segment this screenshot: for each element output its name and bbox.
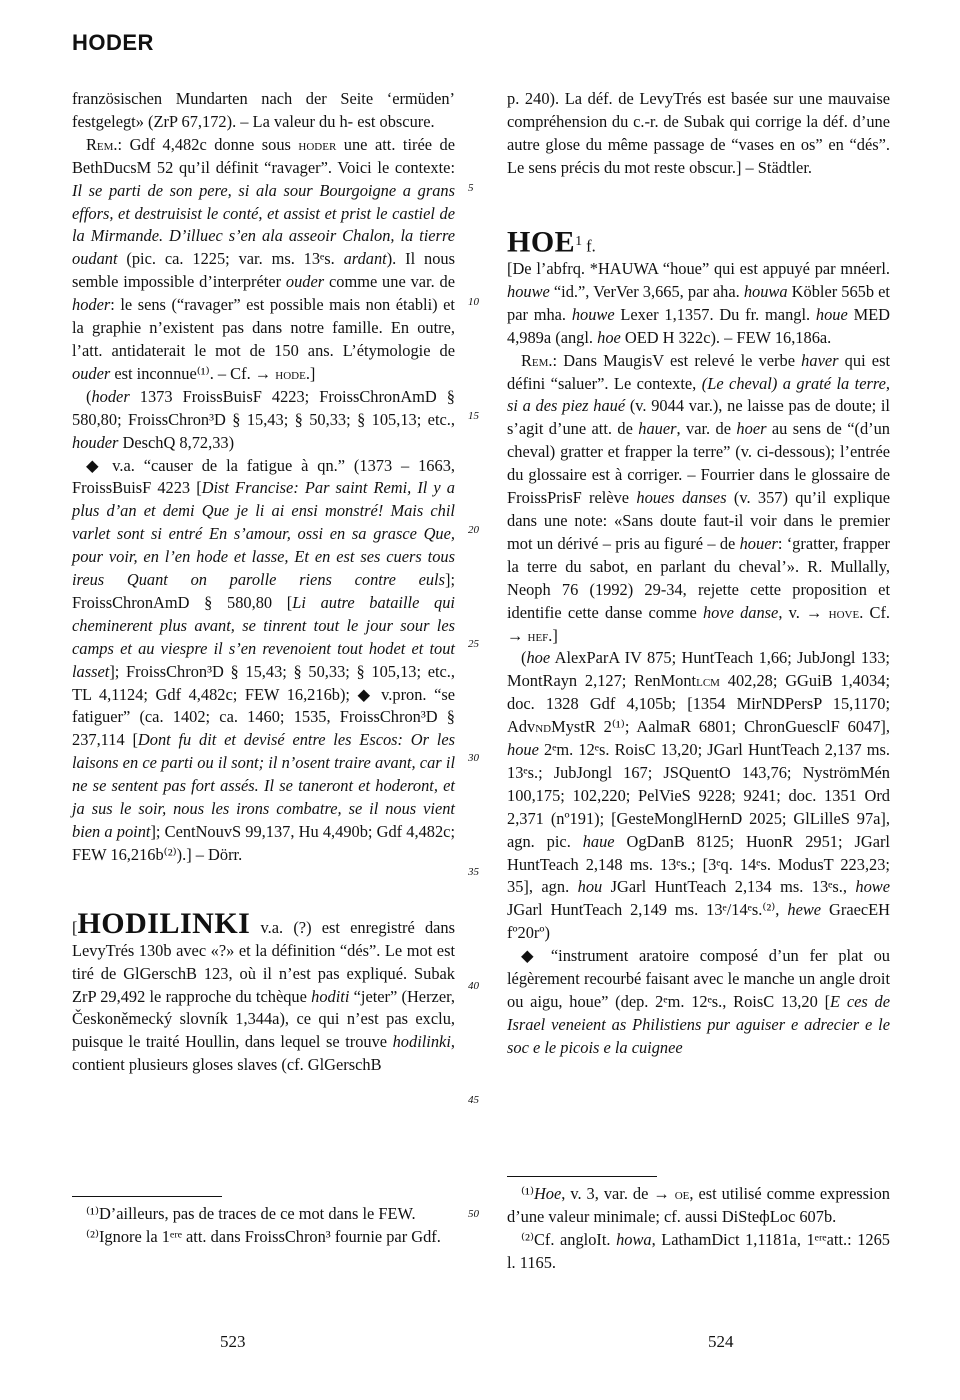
right-footnotes	[507, 1176, 890, 1275]
remark-label: Rem.	[521, 350, 553, 370]
line-number: 45	[468, 1094, 479, 1106]
hodilinki-entry-end: p. 240). La déf. de LevyTrés est basée sur une mauvaise compréhension du c.-r. de Subak qui corrige la déf. d’une autre glose du même passage de “vases en os” en “dés”. Le sens précis du mot reste obscur.] – Städtler.	[507, 89, 890, 177]
left-column	[72, 88, 455, 1077]
headword-hoe: HOE	[507, 225, 576, 259]
hoe-attestations: (hoe AlexParA IV 875; HuntTeach 1,66; JubJongl 133; MontRayn 2,127; RenMontlcm 402,28; GGuiB 1,4034; doc. 1328 Gdf 4,105b; [1354 MirNDPersP 15,1170; AdvndMystR 2⁽¹⁾; AalmaR 6801; ChronGuesclF 6047], houe 2ᵉm. 12ᵉs. RoisC 13,20; JGarl HuntTeach 2,137 ms. 13ᵉs.; JubJongl 167; JSQuentO 143,76; NyströmMén 100,175; 102,220; PelVieS 9228; 9241; doc. 1351 Ord 2,371 (nº191); [GesteMonglHernD 2025; GlLilleS 97a], agn. pic. haue OgDanB 8125; HuonR 2951; JGarl HuntTeach 2,148 ms. 13ᵉs.; [3ᵉq. 14ᵉs. ModusT 223,23; 35], agn. hou JGarl HuntTeach 2,134 ms. 13ᵉs., howe JGarl HuntTeach 2,149 ms. 13ᵉ/14ᵉs.⁽²⁾, hewe GraecEH fº20rº)	[507, 648, 891, 943]
line-number: 20	[468, 524, 479, 536]
footnote-2: ⁽²⁾Cf. angloIt. howa, LathamDict 1,1181a, 1ᵉʳᵉatt.: 1265 l. 1165.	[507, 1229, 890, 1272]
headword-hodilinki: HODILINKI	[77, 906, 251, 940]
hoder-etymology-end: französischen Mundarten nach der Seite ‘ermüden’ festgelegt» (ZrP 67,172). – La valeur du h- est obscure.	[72, 89, 455, 131]
page-number-left: 523	[220, 1332, 246, 1351]
line-number: 35	[468, 866, 479, 878]
entry-separator	[507, 180, 890, 230]
hoder-definitions: ◆ v.a. “causer de la fatigue à qn.” (1373 – 1663, FroissBuisF 4223 [Dist Francise: Par saint Remi, Il y a plus d’an et demi Que je li ai ensi monstré! Mais chil varlet sont si entré En s’amour, ossi en sa grasce Que, pour voir, en l’en hode et lasse, Et en est ses cuers tous ireus Quant on parolle riens contre euls]; FroissChronAmD § 580,80 [Li autre bataille qui cheminerent plus avant, se tinrent tout le jour sour les camps et au viespre il s’en revenoient tout hodet et tout lasset]; FroissChron³D § 15,43; § 50,33; § 105,13; etc., TL 4,1124; Gdf 4,482c; FEW 16,216b); ◆ v.pron. “se fatiguer” (ca. 1402; ca. 1460; 1535, FroissChron³D § 237,114 [Dont fu dit et devisé entre les Escos: Or les laisons en ce parti ou il sont; il n’osent traire avant, car il ne se sentent pas fort assés. Il se taneront et hoderont, et ja sus le soir, nous les irons combatre, se il nous vient bien a point]; CentNouvS 99,137, Hu 4,490b; Gdf 4,482c; FEW 16,216b⁽²⁾).] – Dörr.	[72, 455, 455, 864]
hoder-remark: Rem.: Gdf 4,482c donne sous hoder une att. tirée de BethDucsM 52 qu’il définit “ravager”. Voici le contexte: Il se parti de son pere, si ala sour Bourgoigne a grans effors, et destruisist le conté, et assist et prist le castiel de la Mirmande. D’illuec s’en ala asseoir Chalon, la tierre oudant (pic. ca. 1225; var. ms. 13ᵉs. ardant). Il nous semble impossible d’interpréter ouder comme une var. de hoder: le sens (“ravager” est possible mais non établi) et la graphie n’existent pas dans notre famille. En outre, l’att. antidaterait le mot de 150 ans. L’étymologie de ouder est inconnue⁽¹⁾. – Cf. → hode.]	[72, 134, 456, 383]
footnote-rule	[507, 1176, 657, 1177]
remark-label: Rem.	[86, 134, 118, 154]
line-number: 15	[468, 410, 479, 422]
line-number: 10	[468, 296, 479, 308]
footnote-2: ⁽²⁾Ignore la 1ᵉʳᵉ att. dans FroissChron³ fournie par Gdf.	[86, 1226, 441, 1246]
footnote-rule	[72, 1196, 222, 1197]
footnote-1: ⁽¹⁾D’ailleurs, pas de traces de ce mot dans le FEW.	[86, 1204, 416, 1223]
line-numbers	[468, 88, 498, 1288]
line-number: 25	[468, 638, 479, 650]
line-number: 50	[468, 1208, 479, 1220]
line-number: 30	[468, 752, 479, 764]
right-column	[507, 88, 890, 1060]
left-footnotes	[72, 1196, 455, 1249]
hoe-remark: Rem.: Dans MaugisV est relevé le verbe haver qui est défini “saluer”. Le contexte, (Le cheval) a graté la terre, si a des piez haué (v. 9044 var.), ne laisse pas de doute; il s’agit d’une att. de hauer, var. de hoer au sens de “(d’un cheval) gratter et frapper la terre” (v. ci-dessous); l’entrée du glossaire est à corriger. – Fourrier dans le glossaire de FroissPrisF relève houes danses (v. 357) qu’il explique dans une note: «Sans doute faut-il voir dans le premier mot un dérivé – pris au figuré – de houer: ‘gratter, frapper la terre du sabot, en parlant du cheval’». R. Mullally, Neoph 76 (1992) 29-34, rejette cette proposition et identifie cette danse comme hove danse, v. → hove. Cf. → hef.]	[507, 350, 891, 645]
page-number-right: 524	[708, 1332, 734, 1351]
hoe-etymology: [De l’abfrq. *HAUWA “houe” qui est appuyé par mnéerl. houwe “id.”, VerVer 3,665, par aha. houwa Köbler 565b et par mha. houwe Lexer 1,1357. Du fr. mangl. houe MED 4,989a (angl. hoe OED H 322c). – FEW 16,186a.	[507, 259, 890, 347]
hoe-headword-line: HOE$^1$ f.	[507, 225, 596, 259]
line-number: 40	[468, 980, 479, 992]
line-number: 5	[468, 182, 474, 194]
hoe-definition: ◆ “instrument aratoire composé d’un fer plat ou légèrement recourbé faisant avec le manche un angle droit ou aigu, houe” (dep. 2ᵉm. 12ᵉs., RoisC 13,20 [E ces de Israel veneient as Philistiens pur aguiser e adrecier e le soc e le picois e la cuignee	[507, 946, 890, 1057]
running-head: HODER	[72, 30, 154, 55]
hodilinki-entry: [HODILINKI v.a. (?) est enregistré dans LevyTrés 130b avec «?» et la définition “dés”. Le mot est tiré de GlGerschB 123, où il n’est pas expliqué. Subak ZrP 29,492 le rapproche du tchèque hoditi “jeter” (Herzer, Českoněmecký slovník 1,344a), ce qui n’est pas exclu, puisque le traité Houllin, dans lequel se trouve hodilinki, contient plusieurs gloses slaves (cf. GlGerschB	[72, 906, 455, 1075]
hoder-attestations: (hoder 1373 FroissBuisF 4223; FroissChronAmD § 580,80; FroissChron³D § 15,43; § 50,33; § 105,13; etc., houder DeschQ 8,72,33)	[72, 386, 455, 452]
footnote-1: ⁽¹⁾Hoe, v. 3, var. de → oe, est utilisé comme expression d’une valeur minimale; cf. aussi DiSteфLoc 607b.	[507, 1184, 890, 1226]
